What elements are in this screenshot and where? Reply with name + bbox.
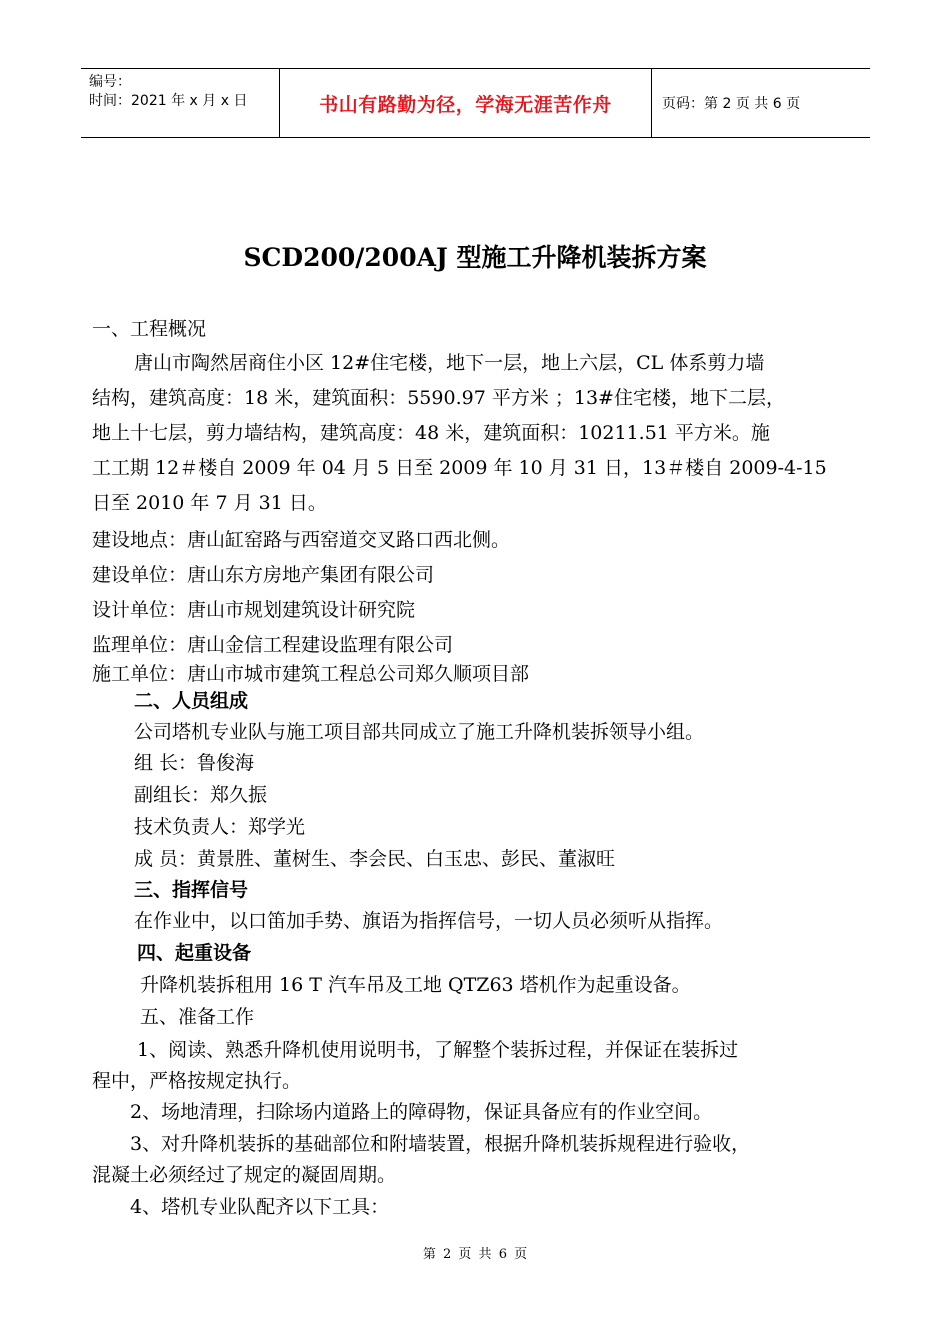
construction-unit: 施工单位：唐山市城市建筑工程总公司郑久顺项目部 bbox=[92, 663, 530, 685]
prep-item-1-line1: 1、阅读、熟悉升降机使用说明书，了解整个装拆过程，并保证在装拆过 bbox=[137, 1039, 739, 1061]
owner-unit: 建设单位：唐山东方房地产集团有限公司 bbox=[92, 564, 435, 586]
motto-text: 书山有路勤为径，学海无涯苦作舟 bbox=[319, 93, 612, 116]
document-title: SCD200/200AJ 型施工升降机装拆方案 bbox=[243, 243, 707, 272]
section4-text: 升降机装拆租用 16 T 汽车吊及工地 QTZ63 塔机作为起重设备。 bbox=[140, 974, 691, 996]
section3-text: 在作业中，以口笛加手势、旗语为指挥信号，一切人员必须听从指挥。 bbox=[134, 910, 724, 932]
team-members: 成 员：黄景胜、董树生、李会民、白玉忠、彭民、董淑旺 bbox=[134, 848, 616, 870]
header-motto-cell bbox=[280, 69, 652, 137]
prep-item-3-line1: 3、对升降机装拆的基础部位和附墙装置，根据升降机装拆规程进行验收， bbox=[130, 1133, 751, 1155]
section1-para-line: 工工期 12＃楼自 2009 年 04 月 5 日至 2009 年 10 月 31 日，13＃楼自 2009-4-15 bbox=[92, 457, 827, 479]
number-label: 编号： bbox=[89, 74, 131, 90]
prep-item-1-line2: 程中，严格按规定执行。 bbox=[92, 1070, 302, 1092]
header-page-code: 页码：第 2 页 共 6 页 bbox=[662, 96, 801, 112]
design-unit: 设计单位：唐山市规划建筑设计研究院 bbox=[92, 599, 416, 621]
section1-para-line: 结构，建筑高度：18 米，建筑面积：5590.97 平方米 ；13#住宅楼，地下二层， bbox=[92, 387, 785, 409]
section5-heading: 五、准备工作 bbox=[140, 1006, 255, 1028]
section2-heading: 二、人员组成 bbox=[134, 690, 249, 712]
section3-heading: 三、指挥信号 bbox=[134, 879, 249, 901]
supervision-unit: 监理单位：唐山金信工程建设监理有限公司 bbox=[92, 634, 454, 656]
site-location: 建设地点：唐山缸窑路与西窑道交叉路口西北侧。 bbox=[92, 529, 511, 551]
technical-lead: 技术负责人：郑学光 bbox=[134, 816, 306, 838]
section1-heading: 一、工程概况 bbox=[92, 318, 207, 340]
prep-item-2: 2、场地清理，扫除场内道路上的障碍物，保证具备应有的作业空间。 bbox=[130, 1101, 713, 1123]
section1-para-line: 日至 2010 年 7 月 31 日。 bbox=[92, 492, 327, 514]
date-label: 时间：2021 年 x 月 x 日 bbox=[89, 93, 248, 109]
section4-heading: 四、起重设备 bbox=[137, 942, 252, 964]
section1-para-line: 唐山市陶然居商住小区 12#住宅楼，地下一层，地上六层，CL 体系剪力墙 bbox=[134, 352, 765, 374]
section1-para-line: 地上十七层，剪力墙结构，建筑高度：48 米，建筑面积：10211.51 平方米。施 bbox=[92, 422, 770, 444]
page-footer: 第 2 页 共 6 页 bbox=[422, 1247, 528, 1262]
section2-intro: 公司塔机专业队与施工项目部共同成立了施工升降机装拆领导小组。 bbox=[134, 721, 705, 743]
header-meta bbox=[81, 69, 280, 137]
prep-item-4: 4、塔机专业队配齐以下工具： bbox=[130, 1196, 390, 1218]
prep-item-3-line2: 混凝土必须经过了规定的凝固周期。 bbox=[92, 1164, 397, 1186]
deputy-leader: 副组长：郑久振 bbox=[134, 784, 268, 806]
team-leader: 组 长：鲁俊海 bbox=[134, 752, 255, 774]
document-header bbox=[81, 68, 870, 138]
